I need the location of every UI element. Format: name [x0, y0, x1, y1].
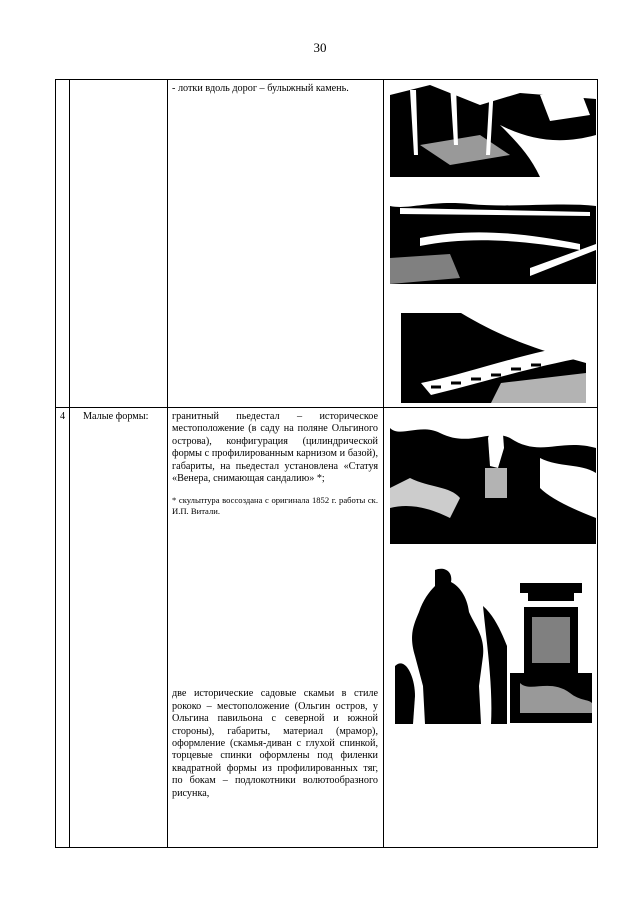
- architecture-table: [55, 79, 598, 848]
- row-description: [168, 80, 384, 408]
- photo-statue-garden: [390, 408, 596, 544]
- table-row: [56, 80, 598, 408]
- footnote: * скульптура воссоздана с оригинала 1852 г. работы ск. И.П. Витали.: [172, 495, 378, 517]
- photo-pedestal: [510, 573, 592, 723]
- statue-description: гранитный пьедестал – историческое местоположение (в саду на поляне Ольгиного острова), конфигурация (цилиндрической формы с профилированным карнизом и базой), габариты, на пьедестал установлена «Статуя «Венера, снимающая сандалию» *;: [172, 411, 378, 485]
- page-number: 30: [313, 40, 327, 55]
- row-name: Малые формы:: [70, 408, 168, 848]
- photo-park-road: [390, 85, 596, 177]
- photo-cell: [384, 408, 598, 848]
- bench-description: две исторические садовые скамьи в стиле рококо – местоположение (Ольгин остров, у Ольгина павильона с северной и южной стороны), габариты, материал (мрамор), оформление (скамья-диван с глухой спинкой, торцевые спинки оформлены под филенки квадратной формы из профилированных тяг, по бокам – подлокотники волютообразного рисунка,: [172, 688, 378, 799]
- row-number: 4: [56, 408, 70, 848]
- photo-cell: [384, 80, 598, 408]
- road-trays-text: - лотки вдоль дорог – булыжный камень.: [172, 83, 349, 94]
- row-name: [70, 80, 168, 408]
- table-row: [56, 408, 598, 848]
- row-description: [168, 408, 384, 848]
- photo-venus-statue: [395, 566, 507, 724]
- row-number: [56, 80, 70, 408]
- photo-stone-path: [401, 313, 586, 403]
- photo-pergola: [390, 188, 596, 284]
